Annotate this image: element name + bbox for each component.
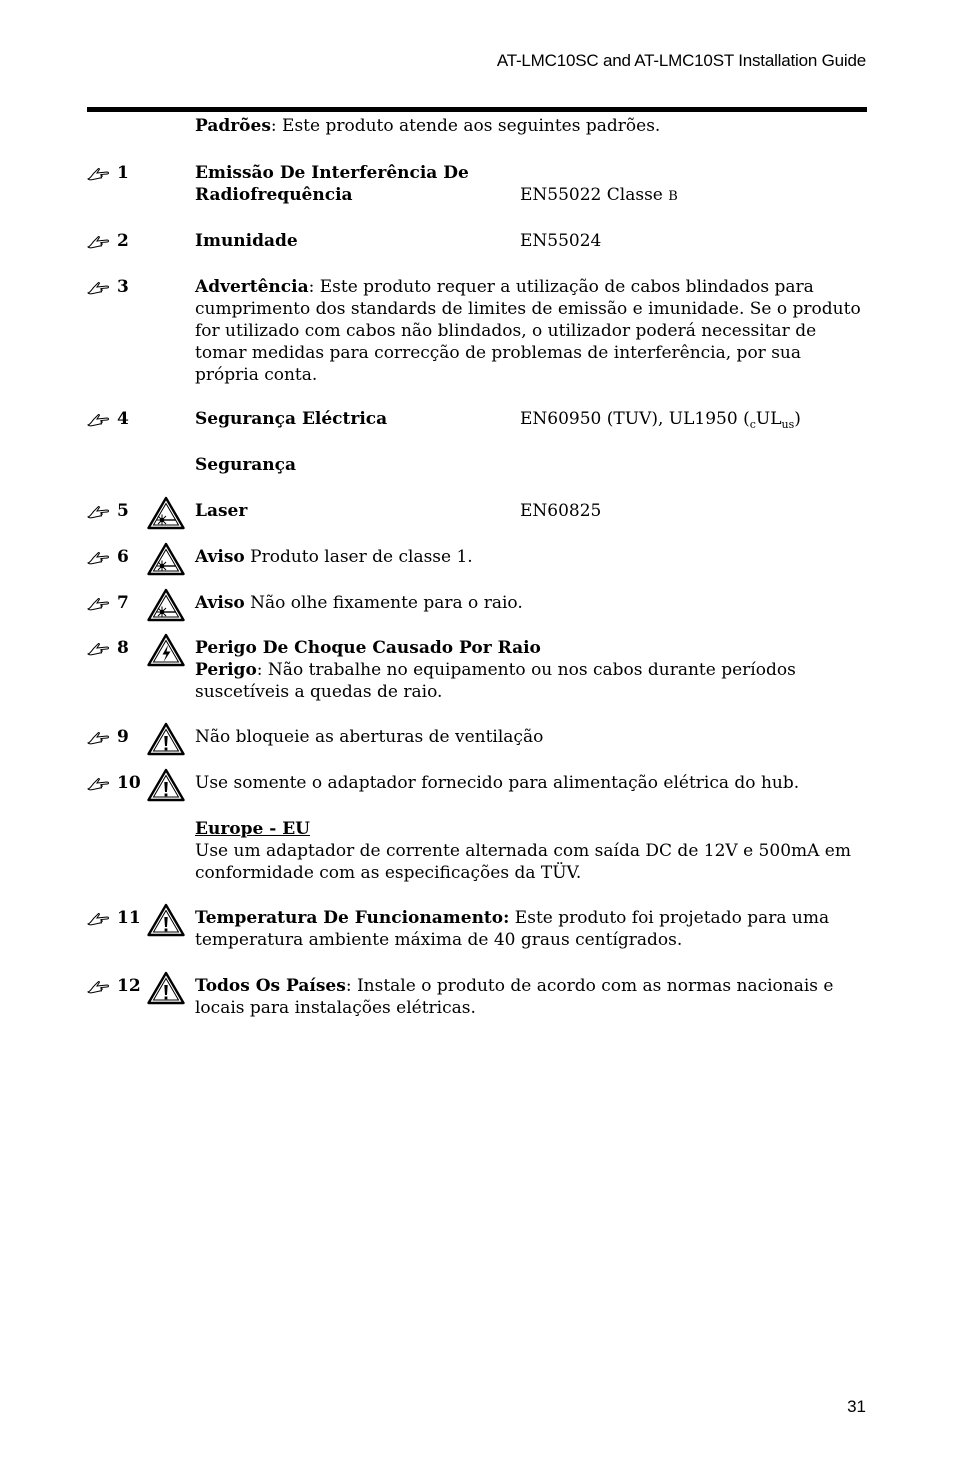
pointing-hand-icon — [87, 777, 111, 791]
pointing-hand-icon — [87, 235, 111, 249]
pointing-hand-icon — [87, 597, 111, 611]
running-header: AT-LMC10SC and AT-LMC10ST Installation Guide — [496, 51, 866, 70]
caution-warning-icon — [147, 768, 185, 802]
laser-warning-icon — [147, 496, 185, 530]
caution-warning-icon — [147, 722, 185, 756]
pointing-hand-icon — [87, 980, 111, 994]
pointing-hand-icon — [87, 281, 111, 295]
pointing-hand-icon — [87, 413, 111, 427]
pointing-hand-icon — [87, 731, 111, 745]
pointing-hand-icon — [87, 167, 111, 181]
pointing-hand-icon — [87, 551, 111, 565]
electric-shock-warning-icon — [147, 633, 185, 667]
caution-warning-icon — [147, 903, 185, 937]
pointing-hand-icon — [87, 642, 111, 656]
laser-warning-icon — [147, 542, 185, 576]
laser-warning-icon — [147, 588, 185, 622]
pointing-hand-icon — [87, 912, 111, 926]
header-rule — [87, 107, 867, 112]
page-number: 31 — [847, 1397, 866, 1416]
caution-warning-icon — [147, 971, 185, 1005]
pointing-hand-icon — [87, 505, 111, 519]
